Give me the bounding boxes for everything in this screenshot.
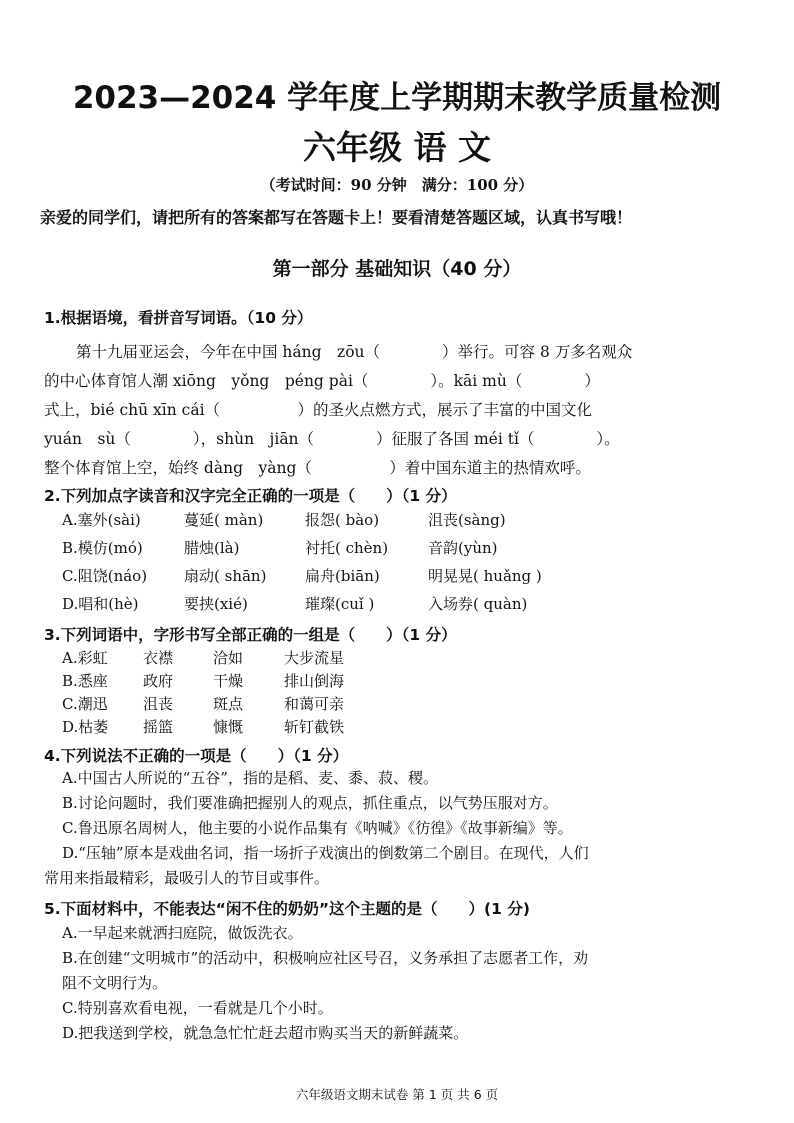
q3-d-4: 斩钉截铁 [284, 718, 345, 736]
q2-c-1: C.阻饶(náo) [62, 567, 148, 585]
q3-b-1: B.悉座 [62, 672, 108, 690]
q2-a-4: 沮丧(sàng) [428, 511, 506, 529]
q5-title: 5.下面材料中，不能表达“闲不住的奶奶”这个主题的是（ ）(1 分) [44, 900, 530, 918]
q3-c-2: 沮丧 [143, 695, 174, 713]
q2-b-3: 衬托( chèn) [305, 539, 389, 557]
q2-a-1: A.塞外(sài) [62, 511, 141, 529]
q3-c-1: C.潮迅 [62, 695, 108, 713]
q2-a-3: 报怨( bào) [305, 511, 380, 529]
q1-line-5: 整个体育馆上空，始终 dàng yàng（ ）着中国东道主的热情欢呼。 [44, 459, 591, 477]
q1-line-3: 式上，bié chū xīn cái（ ）的圣火点燃方式，展示了丰富的中国文化 [44, 401, 593, 419]
section-title: 第一部分 基础知识（40 分） [272, 258, 522, 280]
q2-c-3: 扁舟(biān) [305, 567, 380, 585]
q5-option-c: C.特别喜欢看电视，一看就是几个小时。 [62, 999, 333, 1017]
q2-d-4: 入场券( quàn) [428, 595, 528, 613]
exam-subtitle: 六年级 语 文 [303, 128, 491, 167]
q2-c-4: 明晃晃( huǎng ) [428, 567, 542, 585]
q4-option-a: A.中国古人所说的“五谷”，指的是稻、麦、黍、菽、稷。 [62, 769, 438, 787]
q4-option-d-cont: 常用来指最精彩，最吸引人的节目或事件。 [44, 869, 330, 887]
page-footer: 六年级语文期末试卷 第 1 页 共 6 页 [295, 1087, 499, 1102]
q1-line-4: yuán sù（ ），shùn jiān（ ）征服了各国 méi tǐ（ ）。 [44, 430, 620, 448]
q2-b-2: 腊烛(là) [184, 539, 240, 557]
q2-b-1: B.模仿(mó) [62, 539, 143, 557]
q3-b-4: 排山倒海 [284, 672, 345, 690]
q2-c-2: 扇动( shān) [184, 567, 267, 585]
q2-d-3: 璀璨(cuǐ ) [305, 595, 375, 613]
q3-title: 3.下列词语中，字形书写全部正确的一组是（ ）（1 分） [44, 626, 457, 644]
q1-line-2: 的中心体育馆人潮 xiōng yǒng péng pài（ ）。kāi mù（ ） [44, 372, 600, 390]
q4-option-c: C.鲁迅原名周树人，他主要的小说作品集有《呐喊》《彷徨》《故事新编》等。 [62, 819, 573, 837]
exam-title: 2023—2024 学年度上学期期末教学质量检测 [72, 80, 722, 116]
q1-title: 1.根据语境，看拼音写词语。（10 分） [44, 309, 313, 327]
q5-option-b: B.在创建“文明城市”的活动中，积极响应社区号召，义务承担了志愿者工作，劝 [62, 949, 589, 967]
notice-text: 亲爱的同学们，请把所有的答案都写在答题卡上！要看清楚答题区域，认真书写哦！ [40, 208, 633, 227]
exam-info: （考试时间：90 分钟 满分：100 分） [260, 176, 534, 194]
q3-c-3: 斑点 [213, 695, 244, 713]
q4-title: 4.下列说法不正确的一项是（ ）（1 分） [44, 747, 349, 765]
q3-c-4: 和蔼可亲 [284, 695, 345, 713]
q2-d-1: D.唱和(hè) [62, 595, 139, 613]
q1-line-1: 第十九届亚运会，今年在中国 háng zōu（ ）举行。可容 8 万多名观众 [76, 343, 633, 361]
q5-option-b-cont: 阻不文明行为。 [62, 974, 168, 992]
q3-a-1: A.彩虹 [62, 649, 108, 667]
q5-option-d: D.把我送到学校，就急急忙忙赶去超市购买当天的新鲜蔬菜。 [62, 1024, 469, 1042]
q2-b-4: 音韵(yùn) [428, 539, 498, 557]
q2-a-2: 蔓延( màn) [184, 511, 264, 529]
q2-title: 2.下列加点字读音和汉字完全正确的一项是（ ）（1 分） [44, 487, 457, 505]
q3-a-3: 洽如 [213, 649, 244, 667]
q3-d-2: 摇篮 [143, 718, 174, 736]
q4-option-d: D.“压轴”原本是戏曲名词，指一场折子戏演出的倒数第二个剧目。在现代，人们 [62, 844, 589, 862]
q5-option-a: A.一早起来就洒扫庭院，做饭洗衣。 [62, 924, 303, 942]
q3-b-3: 干燥 [213, 672, 244, 690]
q3-b-2: 政府 [143, 672, 174, 690]
q3-a-2: 衣襟 [143, 649, 174, 667]
q3-d-3: 慷慨 [213, 718, 244, 736]
q2-d-2: 要挟(xié) [184, 595, 248, 613]
q3-d-1: D.枯萎 [62, 718, 109, 736]
q3-a-4: 大步流星 [284, 649, 345, 667]
q4-option-b: B.讨论问题时，我们要准确把握别人的观点，抓住重点，以气势压服对方。 [62, 794, 558, 812]
